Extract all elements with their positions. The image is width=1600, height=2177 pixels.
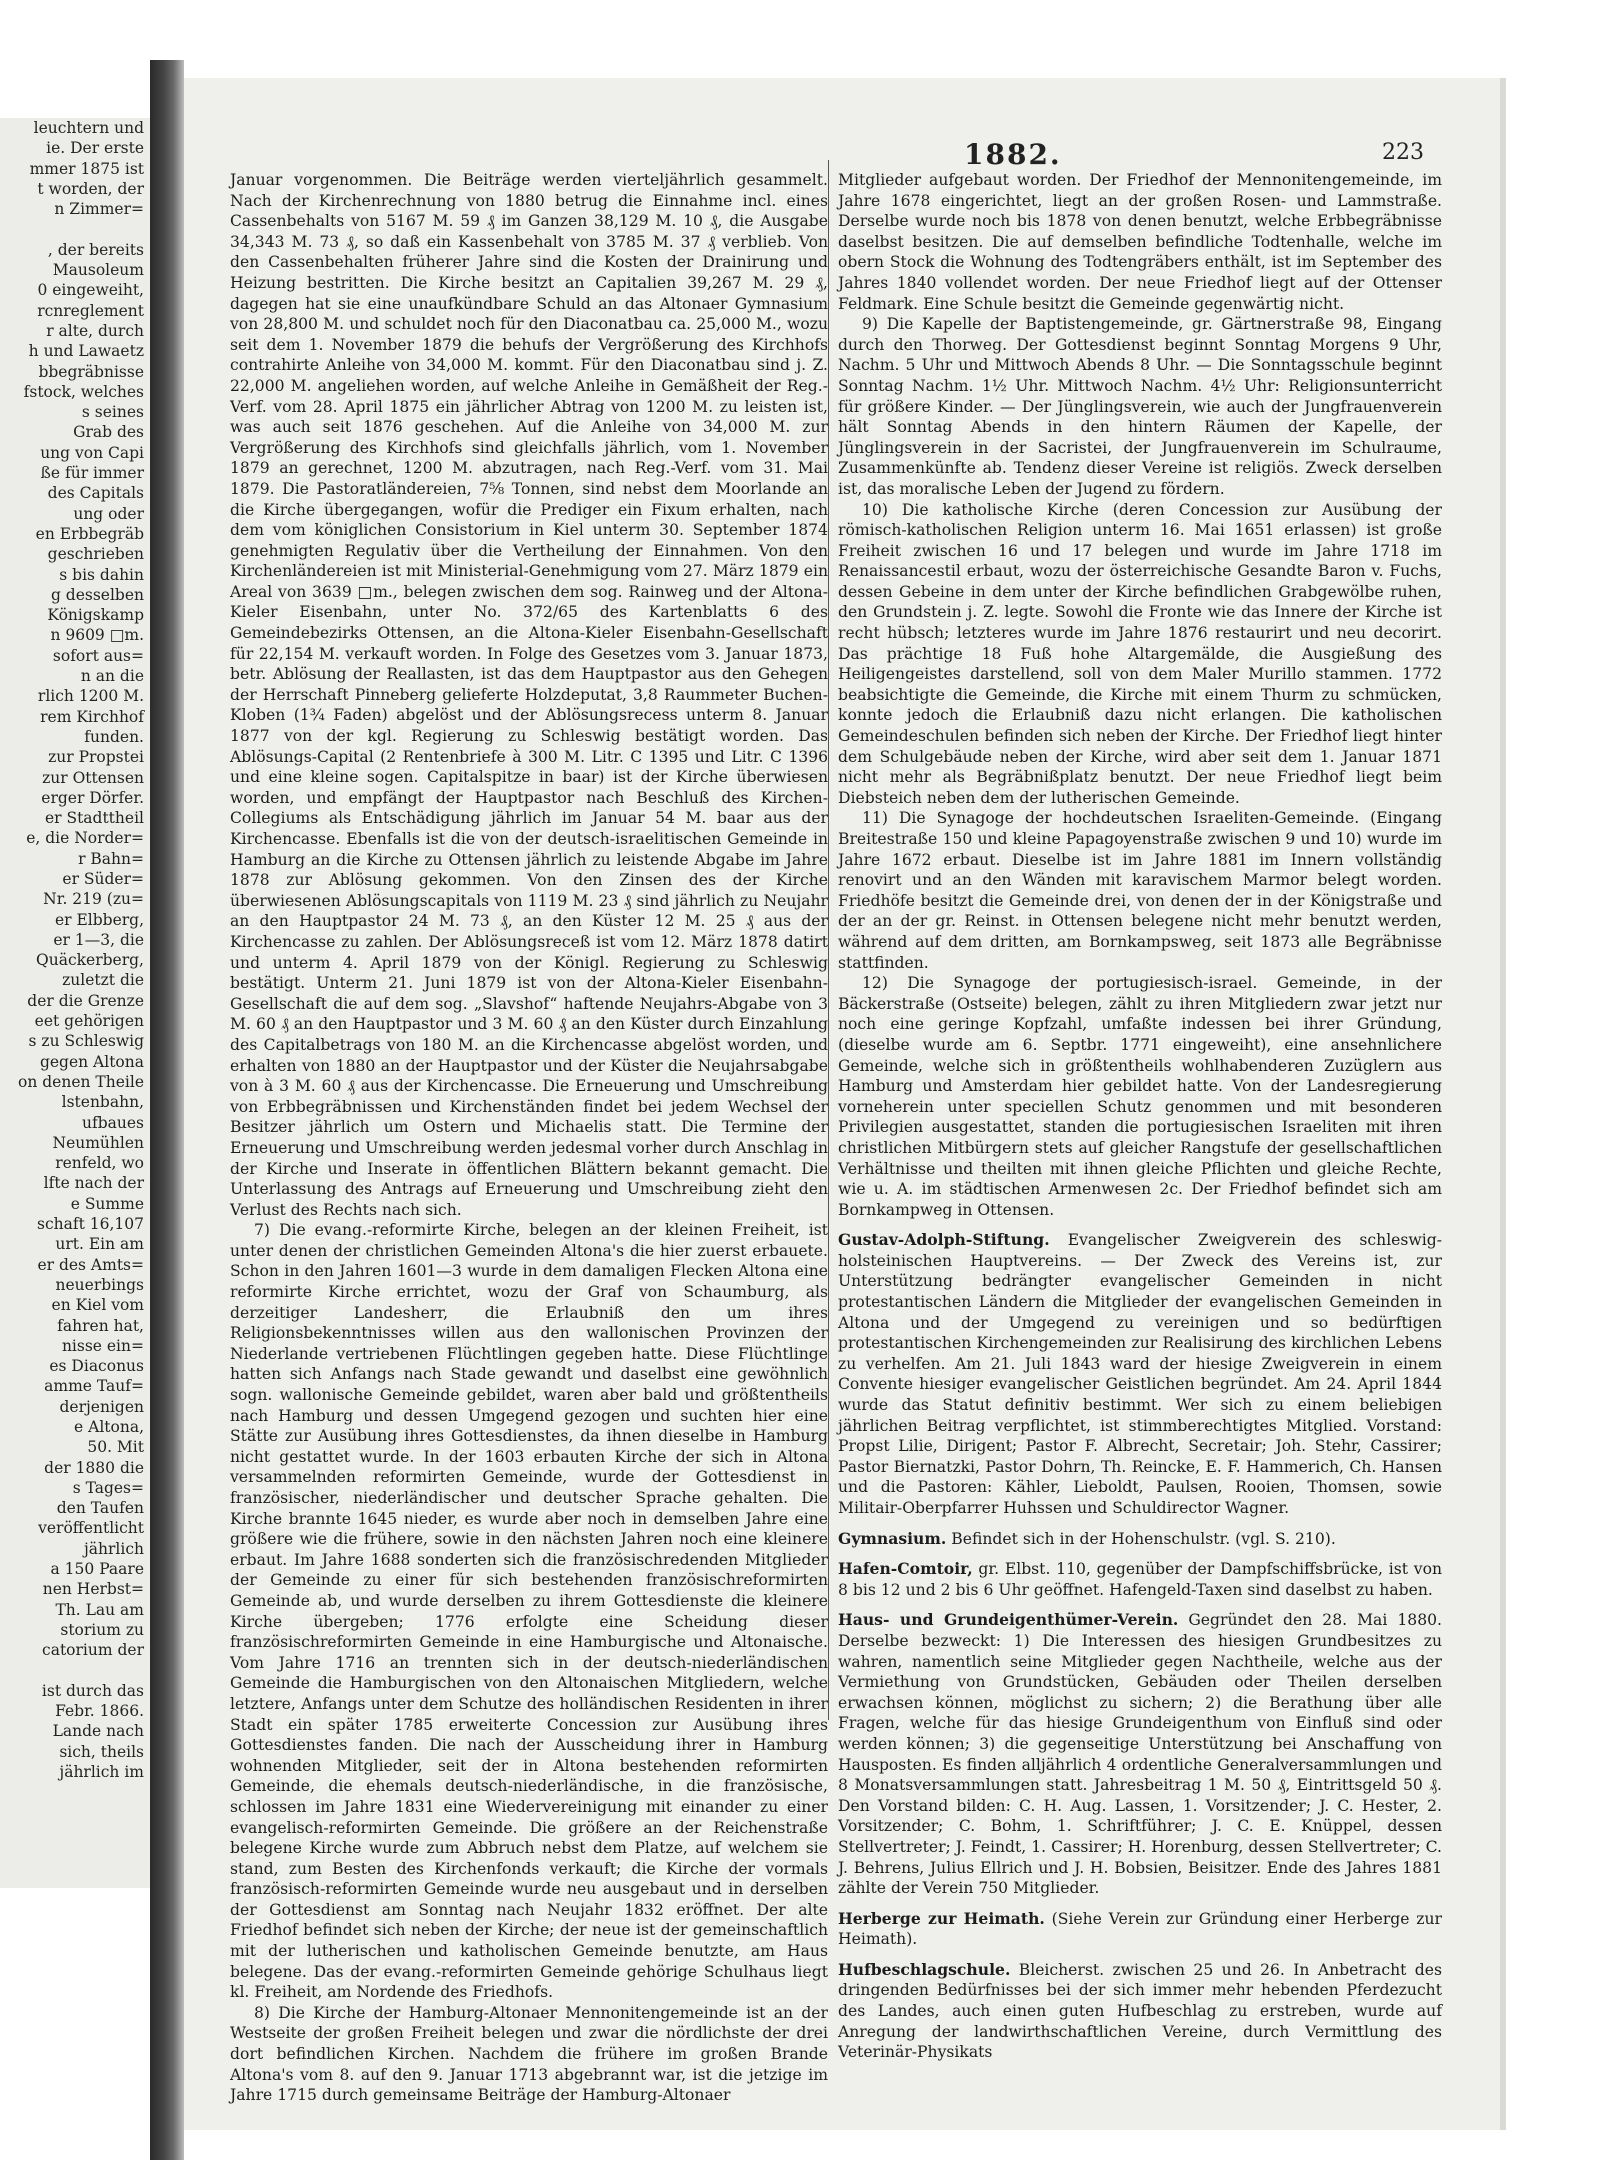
entry-text: Bleicherst. zwischen 25 und 26. In Anbetracht des dringenden Bedürfnisses bei der sich immer mehr hebenden Pferdezucht des Landes, auch einen guten Hufbeschlag zu erstreben, wurde auf Anregung der landwirthschaftlichen Vereine, durch Vermittlung des Veterinär-Physikats	[838, 1960, 1442, 2062]
left-fragment-line: r alte, durch	[46, 321, 144, 340]
left-fragment-line: veröffentlicht	[38, 1519, 144, 1538]
column-divider	[828, 160, 829, 1720]
page-year: 1882.	[964, 138, 1062, 171]
left-fragment-line: derjenigen	[59, 1397, 144, 1416]
left-fragment-line: schaft 16,107	[37, 1215, 144, 1234]
left-fragment-line: s seines	[81, 403, 144, 422]
left-fragment-line: lstenbahn,	[61, 1093, 144, 1112]
left-page-fragment	[0, 118, 150, 1888]
left-fragment-line: e, die Norder=	[26, 829, 144, 848]
entry-text: Befindet sich in der Hohenschulstr. (vgl. S. 210).	[946, 1529, 1336, 1548]
left-fragment-line	[0, 219, 150, 239]
left-fragment-line: s bis dahin	[59, 565, 144, 584]
paragraph: 10) Die katholische Kirche (deren Concession zur Ausübung der römisch-katholischen Religion unterm 16. Mai 1651 erlassen) ist große Freiheit zwischen 16 und 17 belegen und wurde im Jahre 1718 im Renaissancestil erbaut, wozu der österreichische Gesandte Baron v. Fuchs, dessen Gebeine in dem unter der Kirche befindlichen Grabgewölbe ruhen, den Grundstein j. Z. legte. Sowohl die Fronte wie das Innere der Kirche ist recht hübsch; letzteres wurde im Jahre 1876 restaurirt und neu decorirt. Das prächtige 18 Fuß hohe Altargemälde, die Ausgießung des Heiligengeistes darstellend, soll von dem Maler Murillo stammen. 1772 beabsichtigte die Gemeinde, die Kirche mit einem Thurm zu schmücken, konnte jedoch die Erlaubniß dazu nicht erlangen. Die katholischen Gemeindeschulen befinden sich neben der Kirche. Der Friedhof liegt hinter dem Schulgebäude neben der Kirche, wird aber seit dem 1. Januar 1871 nicht mehr als Begräbnißplatz benutzt. Der neue Friedhof liegt beim Diebsteich neben dem der lutherischen Gemeinde.	[838, 500, 1442, 807]
left-fragment-line: h und Lawaetz	[28, 342, 144, 361]
left-fragment-line: fstock, welches	[23, 382, 144, 401]
paragraph: 12) Die Synagoge der portugiesisch-israel. Gemeinde, in der Bäckerstraße (Ostseite) belegen, zählt zu ihren Mitgliedern zwar jetzt nur noch eine geringe Kopfzahl, umfaßte indessen bei ihrer Gründung, (dieselbe wurde am 6. Septbr. 1771 eingeweiht), eine ansehnlichere Gemeinde, welche sich in größtentheils wohlhabenderen Zuzüglern aus Hamburg und Amsterdam hier gebildet hatte. Von der Landesregierung vorneherein unter speciellen Schutz genommen und mit besonderen Privilegien ausgestattet, standen die portugiesischen Israeliten mit ihren christlichen Mitbürgern stets auf gleicher Rangstufe der gesellschaftlichen Verhältnisse und theilten mit ihnen gleiche Pflichten und gleiche Rechte, wie u. A. im städtischen Armenwesen 2c. Der Friedhof befindet sich am Bornkampweg in Ottensen.	[838, 974, 1442, 1219]
left-fragment-line: Febr. 1866.	[55, 1702, 144, 1721]
left-fragment-line: , der bereits	[47, 240, 144, 259]
book-gutter	[150, 60, 184, 2160]
left-fragment-line: renfeld, wo	[55, 1154, 144, 1173]
entry-text: Gegründet den 28. Mai 1880. Derselbe bezweckt: 1) Die Interessen des hiesigen Grundbesitzes zu wahren, namentlich seine Mitglieder gegen Nachtheile, welche aus der Vermiethung von Grundstücken, Gebäuden oder Theilen derselben erwachsen können, möglichst zu sichern; 2) die Berathung über alle Fragen, welche für das hiesige Grundeigenthum von Einfluß sind oder werden können; 3) die gegenseitige Unterstützung bei Anschaffung von Hausposten. Es finden alljährlich 4 ordentliche Generalversammlungen und 8 Monatsversammlungen statt. Jahresbeitrag 1 M. 50 ₰, Eintrittsgeld 50 ₰. Den Vorstand bilden: C. H. Aug. Lassen, 1. Vorsitzender; J. C. Hester, 2. Vorsitzender; C. Bohm, 1. Schriftführer; J. C. E. Knüppel, dessen Stellvertreter; J. Feindt, 1. Cassirer; H. Horenburg, dessen Stellvertreter; C. J. Behrens, Julius Ellrich und J. H. Bobsien, Beisitzer. Ende des Jahres 1881 zählte der Verein 750 Mitglieder.	[838, 1611, 1442, 1898]
left-fragment-line: a 150 Paare	[50, 1560, 144, 1579]
left-fragment-line: s zu Schleswig	[28, 1032, 144, 1051]
paragraph: Januar vorgenommen. Die Beiträge werden vierteljährlich gesammelt. Nach der Kirchenrechnung von 1880 betrug die Einnahme incl. eines Cassenbehalts von 5167 M. 59 ₰ im Ganzen 38,129 M. 10 ₰, die Ausgabe 34,343 M. 73 ₰, so daß ein Kassenbehalt von 3785 M. 37 ₰ verblieb. Von den Cassenbehalten früherer Jahre sind die Kosten der Drainirung und Heizung bestritten. Die Kirche besitzt an Capitalien 39,267 M. 29 ₰, dagegen hat sie eine unaufkündbare Schuld an das Altonaer Gymnasium von 28,800 M. und schuldet noch für den Diaconatbau ca. 25,000 M., wozu seit dem 1. November 1879 die behufs der Vergrößerung des Kirchhofs contrahirte Anleihe von 34,000 M. kommt. Für den Diaconatbau sind j. Z. 22,000 M. angeliehen worden, auf welche Anleihe in Gemäßheit der Reg.-Verf. vom 28. April 1875 ein jährlicher Abtrag von 1200 M. zu leisten ist, was auch seit 1876 geschehen. Auf die Anleihe von 34,000 M. zur Vergrößerung des Kirchhofs sind gleichfalls jährlich, vom 1. November 1879 an gerechnet, 1200 M. abzutragen, nach Reg.-Verf. vom 31. Mai 1879. Die Pastoratländereien, 7⅝ Tonnen, sind nebst dem Moorlande an die Kirche übergegangen, wofür die Prediger ein Fixum erhalten, nach dem vom königlichen Consistorium in Kiel unterm 30. September 1874 genehmigten Regulativ über die Vertheilung der Einnahmen. Von den Kirchenländereien ist mit Ministerial-Genehmigung vom 27. März 1879 ein Areal von 3639 □m., belegen zwischen dem sog. Rainweg und der Altona-Kieler Eisenbahn, unter No. 372/65 des Kartenblatts 6 des Gemeindebezirks Ottensen, an die Altona-Kieler Eisenbahn-Gesellschaft für 22,154 M. verkauft worden. In Folge des Gesetzes vom 3. Januar 1873, betr. Ablösung der Reallasten, ist das dem Hauptpastor aus den Gehegen der Herrschaft Pinneberg gelieferte Holzdeputat, 3,8 Raummeter Buchen-Kloben (1¾ Faden) abgelöst und der Ablösungsrecess unterm 8. Januar 1877 von der kgl. Regierung zu Schleswig bestätigt worden. Das Ablösungs-Capital (2 Rentenbriefe à 300 M. Litr. C 1395 und Litr. C 1396 und eine kleine sogen. Capitalspitze in baar) ist der Kirche überwiesen worden, und empfängt der Hauptpastor nach Beschluß des Kirchen-Collegiums als Entschädigung jährlich im Januar 54 M. baar aus der Kirchencasse. Ebenfalls ist die von der deutsch-israelitischen Gemeinde in Hamburg an die Kirche zu Ottensen jährlich zu leistende Abgabe im Jahre 1878 zur Ablösung gekommen. Von den Zinsen des der Kirche überwiesenen Ablösungscapitals von 1119 M. 23 ₰ sind jährlich zu Neujahr an den Hauptpastor 24 M. 73 ₰, an den Küster 12 M. 25 ₰ aus der Kirchencasse zu zahlen. Der Ablösungsreceß ist vom 12. März 1878 datirt und unterm 4. April 1879 von der Königl. Regierung zu Schleswig bestätigt. Unterm 21. Juni 1879 ist von der Altona-Kieler Eisenbahn-Gesellschaft die auf dem sog. „Slavshof“ haftende Neujahrs-Abgabe von 3 M. 60 ₰ an den Hauptpastor und 3 M. 60 ₰ an den Küster durch Einzahlung des Capitalbetrags von 180 M. an die Kirchencasse abgelöst worden, und erhalten von 1880 an der Hauptpastor und der Küster die Neujahrsabgabe von à 3 M. 60 ₰ aus der Kirchencasse. Die Erneuerung und Umschreibung von Erbbegräbnissen und Kirchenständen findet bei jedem Wechsel der Besitzer jährlich um Ostern und Michaelis statt. Die Termine der Erneuerung und Umschreibung werden jedesmal vorher durch Anschlag in der Kirche und Inserate in öffentlichen Blättern bekannt gemacht. Die Unterlassung des Antrags auf Erneuerung und Umschreibung zieht den Verlust des Rechts nach sich.	[230, 171, 828, 1219]
left-fragment-line: Quäckerberg,	[36, 951, 144, 970]
left-fragment-line: lfte nach der	[43, 1174, 144, 1193]
left-fragment-line: ist durch das	[41, 1681, 144, 1700]
directory-entry	[838, 1559, 1442, 1600]
left-fragment-line: ung von Capi	[40, 443, 144, 462]
left-fragment-line: n Zimmer=	[54, 200, 144, 219]
page-edge-shadow	[1500, 78, 1506, 2130]
left-fragment-line: den Taufen	[56, 1499, 144, 1518]
left-fragment-line: Mausoleum	[52, 261, 144, 280]
left-fragment-line: er Stadttheil	[44, 809, 144, 828]
entry-title: Hafen-Comtoir,	[838, 1559, 973, 1579]
left-fragment-line: leuchtern und	[33, 119, 144, 137]
left-fragment-line: nisse ein=	[61, 1336, 144, 1355]
left-fragment-line: es Diaconus	[49, 1357, 144, 1376]
page-header	[184, 138, 1434, 170]
left-fragment-line: zur Propstei	[48, 748, 144, 767]
left-fragment-line: er des Amts=	[37, 1255, 144, 1274]
directory-entry	[838, 1230, 1442, 1518]
text-column-left	[230, 170, 828, 2105]
left-fragment-line: 0 eingeweiht,	[37, 281, 144, 300]
left-fragment-line: rem Kirchhof	[40, 707, 144, 726]
left-fragment-line: nen Herbst=	[42, 1580, 144, 1599]
left-fragment-line: ie. Der erste	[46, 139, 144, 158]
left-fragment-line: er Elbberg,	[54, 910, 144, 929]
paragraph: 11) Die Synagoge der hochdeutschen Israeliten-Gemeinde. (Eingang Breitestraße 150 und kleine Papagoyenstraße zwischen 9 und 10) wurde im Jahre 1672 erbaut. Dieselbe ist im Jahre 1881 im Innern vollständig renovirt und an den Wänden mit karavischem Marmor belegt worden. Friedhöfe besitzt die Gemeinde drei, von denen der in der Königstraße und der an der gr. Reinst. in Ottensen belegene nicht mehr benutzt werden, während auf dem dritten, am Bornkampsweg, seit 1873 alle Begräbnisse stattfinden.	[838, 809, 1442, 972]
left-fragment-line: t worden, der	[37, 179, 144, 198]
entry-title: Gustav-Adolph-Stiftung.	[838, 1230, 1050, 1250]
left-fragment-line: e Summe	[70, 1194, 144, 1213]
left-fragment-line: Königskamp	[47, 606, 144, 625]
left-fragment-line: e Altona,	[74, 1418, 144, 1436]
left-fragment-line: er Süder=	[62, 869, 144, 888]
left-fragment-line: Neumühlen	[52, 1133, 144, 1152]
left-fragment-line: zur Ottensen	[42, 768, 144, 787]
left-fragment-line: bbegräbnisse	[38, 362, 144, 381]
left-fragment-line: catorium der	[42, 1641, 144, 1660]
left-fragment-line: geschrieben	[47, 545, 144, 564]
left-fragment-line: zuletzt die	[62, 971, 144, 990]
left-fragment-line: n an die	[80, 667, 144, 686]
paragraph: Mitglieder aufgebaut worden. Der Friedhof der Mennonitengemeinde, im Jahre 1678 eingerichtet, liegt an der großen Rosen- und Lammstraße. Derselbe wurde noch bis 1878 von denen benutzt, welche Erbbegräbnisse daselbst besitzen. Die auf demselben befindliche Todtenhalle, welche im obern Stock die Wohnung des Todtengräbers enthält, ist im September des Jahres 1840 vollendet worden. Der neue Friedhof liegt auf der Ottenser Feldmark. Eine Schule besitzt die Gemeinde gegenwärtig nicht.	[838, 171, 1442, 313]
left-fragment-line: r Bahn=	[78, 849, 144, 868]
paragraph: 8) Die Kirche der Hamburg-Altonaer Mennonitengemeinde ist an der Westseite der großen Freiheit belegen und zwar die nördlichste der drei dort befindlichen Kirchen. Nachdem die frühere im großen Brande Altona's vom 8. auf den 9. Januar 1713 abgebrannt war, ist die jetzige im Jahre 1715 durch gemeinsame Beiträge der Hamburg-Altonaer	[230, 2003, 828, 2105]
paragraph: 9) Die Kapelle der Baptistengemeinde, gr. Gärtnerstraße 98, Eingang durch den Thorweg. Der Gottesdienst beginnt Sonntag Morgens 9 Uhr, Nachm. 5 Uhr und Mittwoch Abends 8 Uhr. — Die Sonntagsschule beginnt Sonntag Nachm. 1½ Uhr. Mittwoch Nachm. 4½ Uhr: Religionsunterricht für größere Kinder. — Der Jünglingsverein, wie auch der Jungfrauenverein hält Sonntag Abends in den hintern Räumen der Kapelle, der Jünglingsverein in der Sacristei, der Jungfrauenverein im Schulraume, Zusammenkünfte ab. Tendenz dieser Vereine ist religiös. Zweck derselben ist, das moralische Leben der Jugend zu fördern.	[838, 315, 1442, 498]
directory-entry	[838, 1610, 1442, 1898]
left-fragment-line: rcnreglement	[37, 301, 144, 320]
left-fragment-line: eet gehörigen	[34, 1012, 144, 1031]
left-fragment-line: Nr. 219 (zu=	[43, 890, 144, 909]
left-fragment-line: Th. Lau am	[55, 1600, 144, 1619]
left-fragment-line: der die Grenze	[27, 991, 144, 1010]
entry-text: Evangelischer Zweigverein des schleswig-holsteinischen Hauptvereins. — Der Zweck des Vereins ist, zur Unterstützung bedrängter evangelischer Gemeinden in nicht protestantischen Ländern die Mitglieder der evangelischen Gemeinden in Altona und der Umgegend zu vereinigen und so bedürftigen protestantischen Kirchengemeinden zur Realisirung des kirchlichen Lebens zu verhelfen. Am 21. Juli 1843 ward der hiesige Zweigverein in einem Convente hiesiger evangelischer Geistlichen begründet. Am 24. April 1844 wurde das Statut definitiv bestimmt. Wer sich zu einem beliebigen jährlichen Beitrag verpflichtet, ist stimmberechtigtes Mitglied. Vorstand: Propst Lilie, Dirigent; Pastor F. Albrecht, Secretair; Joh. Stehr, Cassirer; Pastor Biernatzki, Pastor Dohrn, Th. Reincke, E. F. Hammerich, Ch. Hansen und die Pastoren: Kähler, Lieboldt, Paulsen, Rooien, Thomsen, sowie Militair-Oberpfarrer Huhssen und Schuldirector Wagner.	[838, 1231, 1442, 1517]
left-fragment-line: gegen Altona	[39, 1052, 144, 1071]
entry-title: Gymnasium.	[838, 1528, 947, 1548]
left-fragment-line: Lande nach	[52, 1722, 144, 1741]
left-fragment-line: on denen Theile	[18, 1072, 144, 1091]
entry-text: (Siehe Verein zur Gründung einer Herberge zur Heimath).	[838, 1909, 1443, 1949]
left-fragment-line: mmer 1875 ist	[29, 159, 144, 178]
left-fragment-line: neuerbings	[55, 1275, 144, 1294]
directory-entry	[838, 1529, 1442, 1550]
left-fragment-line: jährlich	[83, 1539, 144, 1558]
left-fragment-line: urt. Ein am	[55, 1235, 144, 1254]
left-fragment-line: sofort aus=	[52, 646, 144, 665]
left-fragment-line	[0, 1661, 150, 1681]
left-fragment-line: 50. Mit	[87, 1438, 144, 1457]
left-fragment-line: amme Tauf=	[44, 1377, 144, 1396]
left-fragment-line: sich, theils	[59, 1742, 144, 1761]
entry-title: Herberge zur Heimath.	[838, 1908, 1045, 1928]
paragraph: 7) Die evang.-reformirte Kirche, belegen an der kleinen Freiheit, ist unter denen der christlichen Gemeinden Altona's die hier zuerst erbauete. Schon in den Jahren 1601—3 wurde in dem damaligen Flecken Altona eine reformirte Kirche errichtet, wozu der Graf von Schaumburg, als derzeitiger Landesherr, die Erlaubniß den um ihres Religionsbekenntnisses willen aus den wallonischen Provinzen der Niederlande vertriebenen Flüchtlingen gegeben hatte. Diese Flüchtlinge hatten sich Anfangs nach Stade gewandt und daselbst eine gewöhnlich sogn. wallonische Gemeinde gebildet, waren aber bald und größtentheils nach Hamburg und dessen Umgegend gezogen und suchten hier eine Stätte zur Ausübung ihres Gottesdienstes, da ihnen dieselbe in Hamburg nicht gestattet wurde. In der 1603 erbauten Kirche der sich in Altona versammelnden reformirten Gemeinde, wurde der Gottesdienst in französischer, niederländischer und deutscher Sprache gehalten. Die Kirche brannte 1645 nieder, es wurde aber noch in demselben Jahre eine größere wie die frühere, sowie in den nächsten Jahren noch eine kleinere erbaut. Im Jahre 1688 sonderten sich die französischredenden Mitglieder der Gemeinde zu einer für sich bestehenden französischreformirten Gemeinde ab, und wurde derselben zu ihrem Gottesdienste die kleinere Kirche übergeben; 1776 erfolgte eine Scheidung dieser französischreformirten Gemeinde in eine Hamburgische und Altonaische. Vom Jahre 1716 an trennten sich in der deutsch-niederländischen Gemeinde die Hamburgischen von den Altonaischen Mitgliedern, welche letztere, Anfangs unter dem Schutze des holländischen Residenten in ihrer Stadt ein später 1785 erweiterte Concession zur Ausübung ihres Gottesdienstes fanden. Die nach der Ausscheidung ihrer in Hamburg wohnenden Mitglieder, seit der in Altona bestehenden reformirten Gemeinde, die ehemals deutsch-niederländische, in die französische, schlossen im Jahre 1831 eine Wiedervereinigung mit einander zu einer evangelisch-reformirten Gemeinde. Die größere an der Reichenstraße belegene Kirche wurde zum Abbruch nebst dem Platze, auf welchem sie stand, zum Besten des Kirchenfonds verkauft; die Kirche der vormals französisch-reformirten Gemeinde wurde neu ausgebaut und in derselben der Gottesdienst am Sonntag nach Neujahr 1832 eröffnet. Der alte Friedhof befindet sich neben der Kirche; der neue ist der gemeinschaftlich mit der lutherischen und katholischen Gemeinde benutzte, am Haus belegene. Das der evang.-reformirten Gemeinde gehörige Schulhaus liegt kl. Freiheit, am Nordende des Friedhofs.	[230, 1221, 828, 2002]
left-fragment-line: ung oder	[73, 504, 144, 523]
left-fragment-line: en Erbbegräb	[35, 524, 144, 543]
entry-title: Hufbeschlagschule.	[838, 1959, 1011, 1979]
left-fragment-line: fahren hat,	[57, 1316, 144, 1335]
left-fragment-line: der 1880 die	[44, 1458, 144, 1477]
page-number: 223	[1382, 140, 1424, 165]
entry-text: gr. Elbst. 110, gegenüber der Dampfschiffsbrücke, ist von 8 bis 12 und 2 bis 6 Uhr geöffnet. Hafengeld-Taxen sind daselbst zu haben.	[838, 1560, 1442, 1599]
left-fragment-line: storium zu	[60, 1620, 144, 1639]
left-fragment-line: er 1—3, die	[53, 930, 144, 949]
left-fragment-line: rlich 1200 M.	[37, 687, 144, 706]
left-fragment-line: g desselben	[50, 585, 144, 604]
left-fragment-line: jährlich im	[59, 1763, 144, 1782]
left-fragment-line: Grab des	[73, 423, 144, 442]
left-fragment-line: en Kiel vom	[51, 1296, 144, 1315]
left-fragment-line: ufbaues	[82, 1113, 144, 1132]
left-fragment-line: des Capitals	[47, 484, 144, 503]
entry-title: Haus- und Grundeigenthümer-Verein.	[838, 1610, 1179, 1630]
directory-entry	[838, 1909, 1442, 1950]
left-fragment-line: ße für immer	[40, 464, 144, 483]
left-fragment-line: erger Dörfer.	[41, 788, 144, 807]
left-fragment-line: s Tages=	[72, 1478, 144, 1497]
left-fragment-line: funden.	[84, 727, 144, 746]
text-column-right	[838, 170, 1443, 2062]
directory-entry	[838, 1960, 1442, 2063]
left-fragment-line: n 9609 □m.	[50, 626, 144, 645]
